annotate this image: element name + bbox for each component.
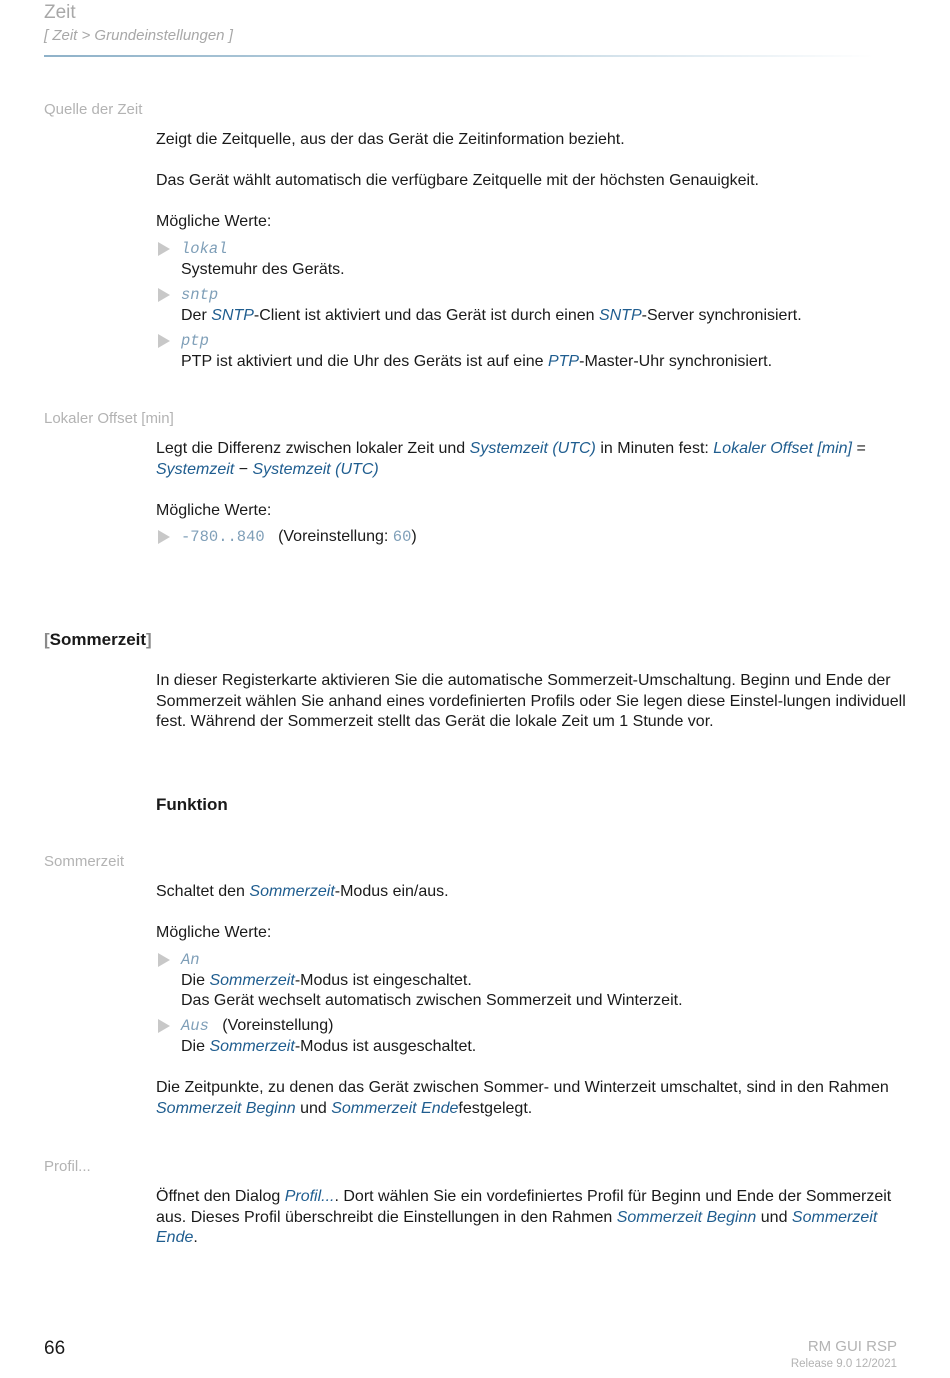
value-lokal: lokal <box>181 240 228 258</box>
link-sntp[interactable]: SNTP <box>598 306 642 324</box>
value-ptp-desc: PTP ist aktiviert und die Uhr des Geräts ist auf eine PTP-Master-Uhr synchronisiert. <box>181 352 773 370</box>
section-intro: In dieser Registerkarte aktivieren Sie die automatische Sommerzeit-Umschaltung. Beginn und Ende der Sommerzeit wählen Sie anhand eines vordefinierten Profils oder Sie legen diese Einstel-lungen individuell fest. Während der Sommerzeit stellt das Gerät die lokale Zeit um 1 Stunde vor. <box>156 672 906 730</box>
link-ptp[interactable]: PTP <box>547 352 580 370</box>
bullet-triangle-icon <box>158 242 170 256</box>
subsection-title: Funktion <box>156 795 228 814</box>
value-sntp: sntp <box>181 286 219 304</box>
footer-doc-name: RM GUI RSP <box>807 1338 897 1355</box>
offset-description: Legt die Differenz zwischen lokaler Zeit und Systemzeit (UTC) in Minuten fest: Lokaler Offset [min] = Systemzeit − Systemzeit (UTC) <box>156 440 866 478</box>
list-item <box>156 239 906 280</box>
quelle-auto-note: Das Gerät wählt automatisch die verfügbare Zeitquelle mit der höchsten Genauigkeit. <box>156 172 759 189</box>
value-an-desc-2: Das Gerät wechselt automatisch zwischen Sommerzeit und Winterzeit. <box>181 992 683 1009</box>
breadcrumb: [ Zeit > Grundeinstellungen ] <box>44 27 233 44</box>
profil-description: Öffnet den Dialog Profil.... Dort wählen Sie ein vordefiniertes Profil für Beginn und Ende der Sommerzeit aus. Dieses Profil überschreibt die Einstellungen in den Rahmen Sommerzeit Beginn und Sommerzeit Ende. <box>156 1188 892 1246</box>
link-systemzeit-utc[interactable]: Systemzeit (UTC) <box>469 440 596 457</box>
link-sommerzeit[interactable]: Sommerzeit <box>249 883 335 900</box>
link-sommerzeit-beginn[interactable]: Sommerzeit Beginn <box>156 1099 296 1117</box>
offset-values-heading: Mögliche Werte: <box>156 502 272 519</box>
list-item <box>156 331 906 372</box>
value-lokal-desc: Systemuhr des Geräts. <box>181 260 345 278</box>
list-item: -780..840 (Voreinstellung: 60) <box>156 527 906 548</box>
link-sommerzeit-ende[interactable]: Sommerzeit Ende <box>156 1208 878 1246</box>
value-aus-desc: Die Sommerzeit-Modus ist ausgeschaltet. <box>181 1037 477 1055</box>
sommerzeit-values-heading: Mögliche Werte: <box>156 924 272 941</box>
value-an: An <box>181 951 200 969</box>
link-sommerzeit[interactable]: Sommerzeit <box>209 1037 295 1055</box>
value-an-desc: Die Sommerzeit-Modus ist eingeschaltet. <box>181 971 472 989</box>
bullet-triangle-icon <box>158 530 170 544</box>
default-value: 60 <box>392 528 412 546</box>
value-aus: Aus <box>181 1017 209 1035</box>
param-label-profil: Profil... <box>44 1158 91 1175</box>
bullet-triangle-icon <box>158 953 170 967</box>
link-systemzeit[interactable]: Systemzeit <box>156 460 235 478</box>
link-sommerzeit-beginn[interactable]: Sommerzeit Beginn <box>616 1208 757 1226</box>
param-label-offset: Lokaler Offset [min] <box>44 410 174 427</box>
param-label-quelle: Quelle der Zeit <box>44 101 143 118</box>
bullet-triangle-icon <box>158 288 170 302</box>
link-sommerzeit[interactable]: Sommerzeit <box>209 971 295 989</box>
sommerzeit-description: Schaltet den Sommerzeit-Modus ein/aus. <box>156 883 449 900</box>
link-systemzeit-utc[interactable]: Systemzeit (UTC) <box>252 460 379 478</box>
link-lokaler-offset[interactable]: Lokaler Offset [min] <box>713 440 852 457</box>
sommerzeit-note: Die Zeitpunkte, zu denen das Gerät zwischen Sommer- und Winterzeit umschaltet, sind in den Rahmen Sommerzeit Beginn und Sommerzeit Endefestgelegt. <box>156 1079 889 1117</box>
section-title: [Sommerzeit] <box>44 630 152 649</box>
value-sntp-desc: Der SNTP-Client ist aktiviert und das Gerät ist durch einen SNTP-Server synchronisiert. <box>181 306 802 324</box>
param-label-sommerzeit: Sommerzeit <box>44 853 125 870</box>
list-item <box>156 285 906 326</box>
quelle-values-heading: Mögliche Werte: <box>156 213 272 230</box>
bullet-triangle-icon <box>158 1019 170 1033</box>
link-sntp[interactable]: SNTP <box>211 306 254 324</box>
quelle-description: Zeigt die Zeitquelle, aus der das Gerät die Zeitinformation bezieht. <box>156 131 625 148</box>
value-range: -780..840 <box>181 528 265 546</box>
link-profil-dialog[interactable]: Profil... <box>284 1188 335 1205</box>
default-marker: (Voreinstellung) <box>222 1017 334 1034</box>
value-ptp: ptp <box>181 332 209 350</box>
page-number: 66 <box>44 1338 66 1359</box>
header-divider <box>44 55 874 57</box>
list-item <box>156 1016 906 1057</box>
list-item <box>156 950 906 1012</box>
footer-release: Release 9.0 12/2021 <box>790 1358 897 1370</box>
link-sommerzeit-ende[interactable]: Sommerzeit Ende <box>331 1099 459 1117</box>
bullet-triangle-icon <box>158 334 170 348</box>
page-header-title: Zeit <box>44 2 76 23</box>
